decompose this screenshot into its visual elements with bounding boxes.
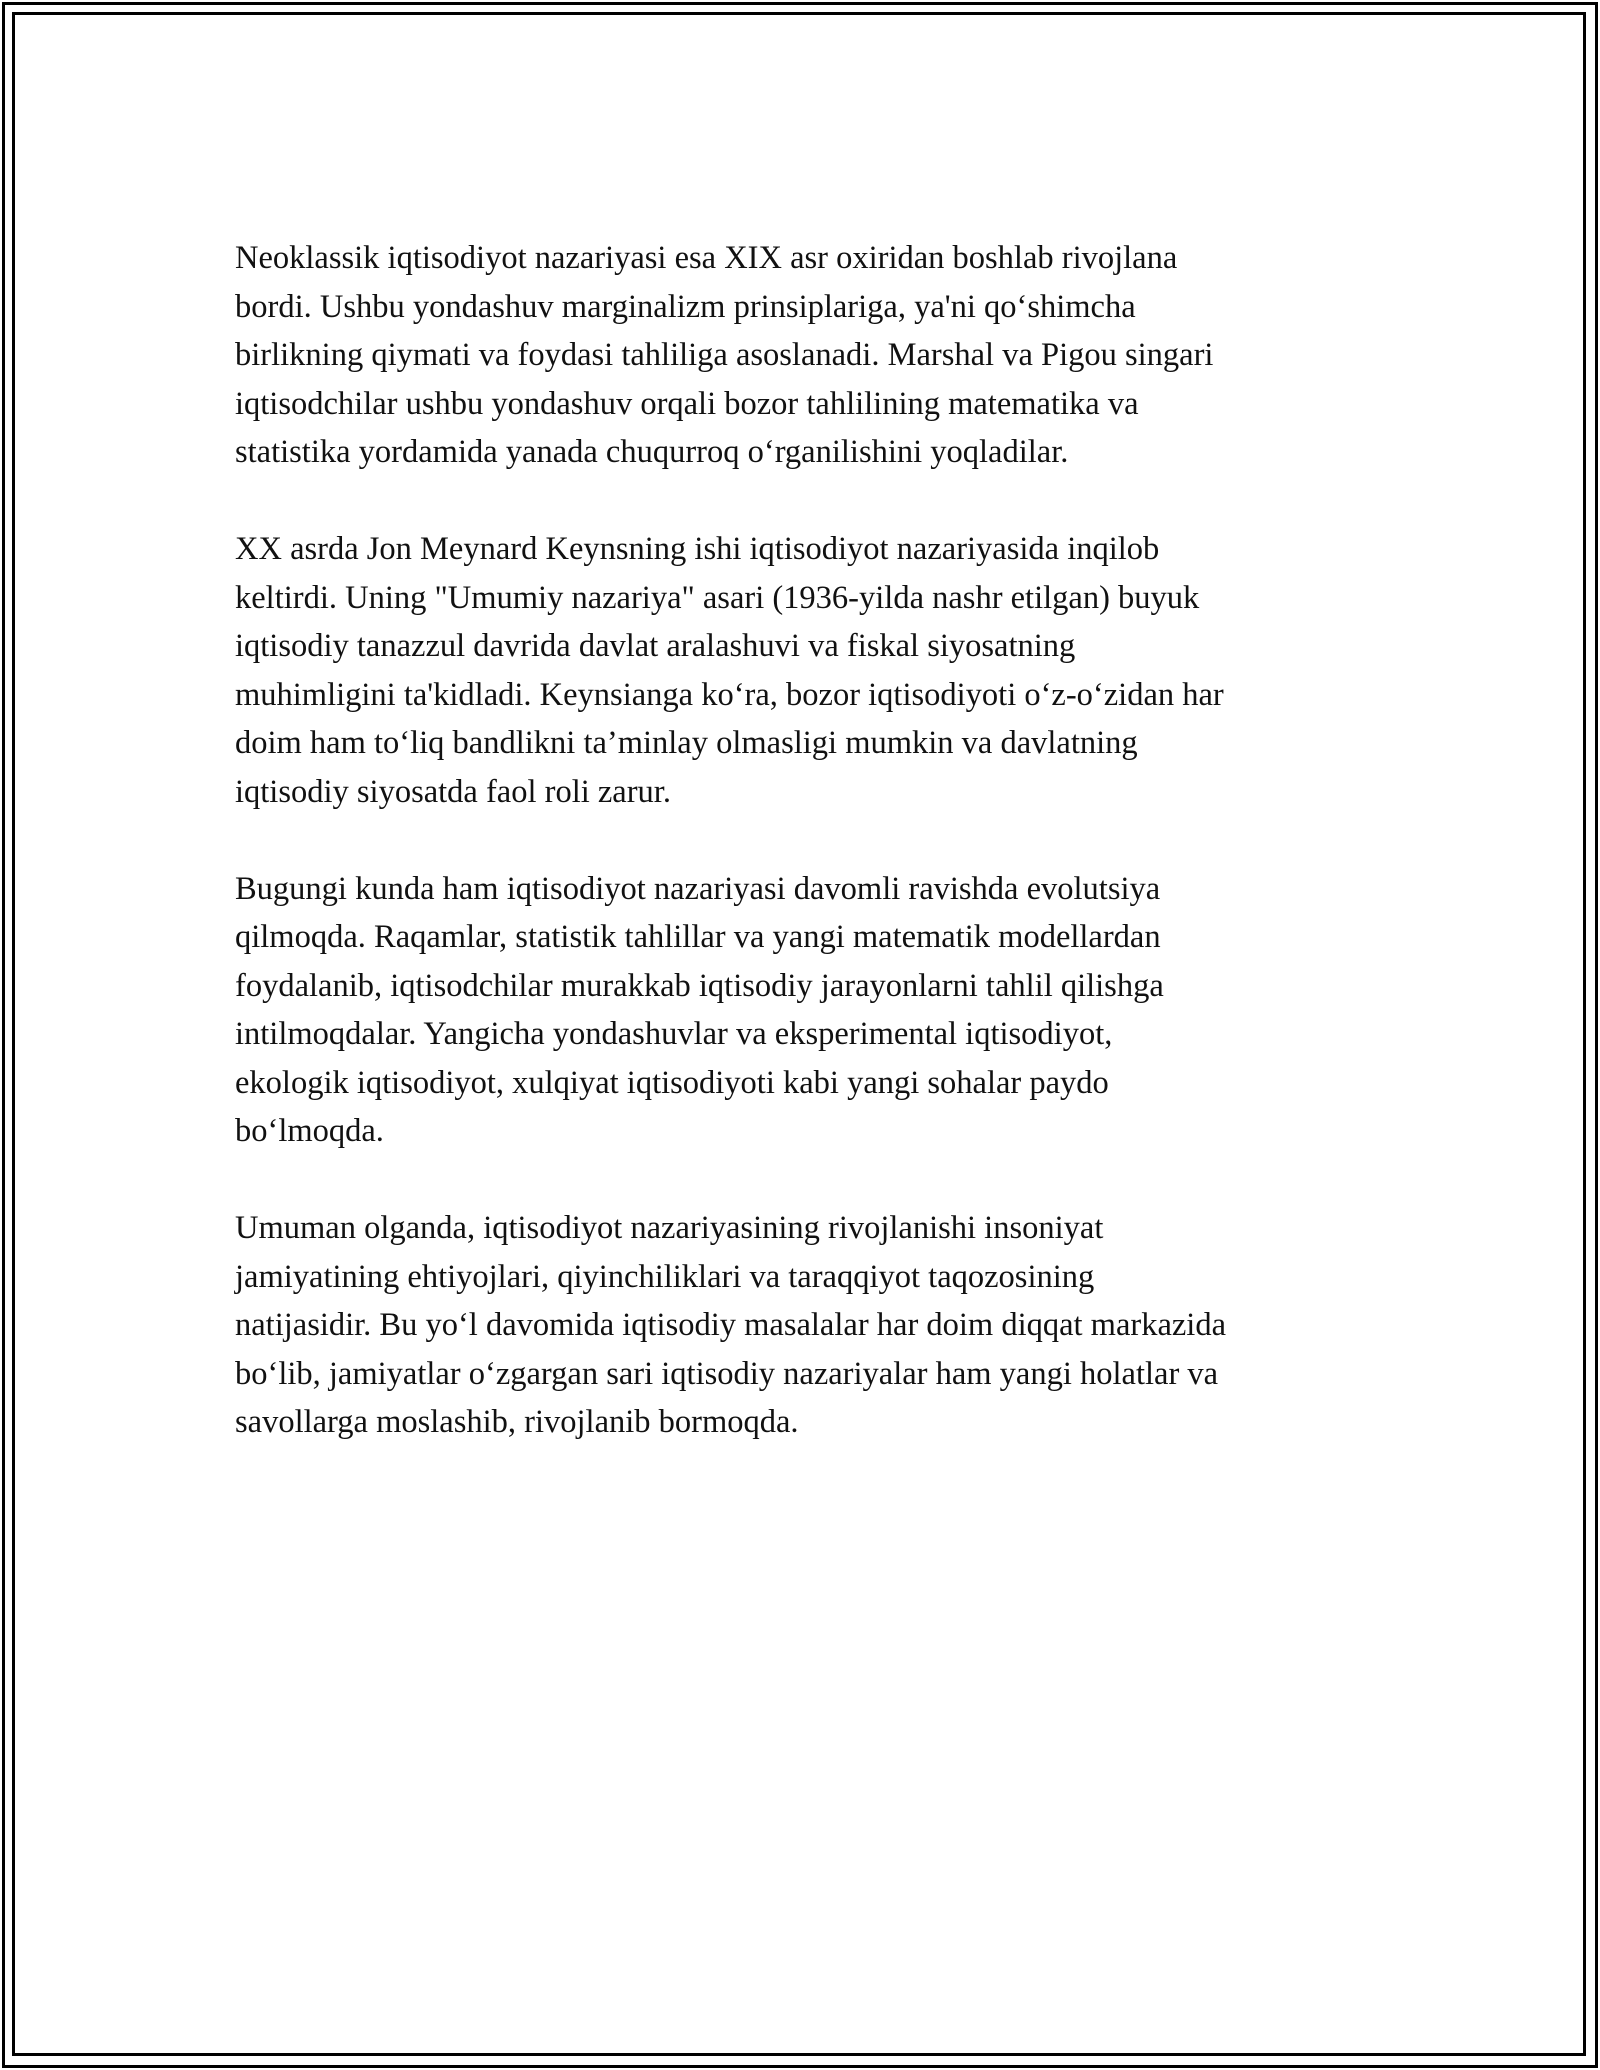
paragraph-modern-economics: Bugungi kunda ham iqtisodiyot nazariyasi davomli ravishda evolutsiya qilmoqda. Raqamlar, statistik tahlillar va yangi matematik modellardan foydalanib, iqtisodchilar murakkab iqtisodiy jarayonlarni tahlil qilishga intilmoqdalar. Yangicha yondashuvlar va eksperimental iqtisodiyot, ekologik iqtisodiyot, xulqiyat iqtisodiyoti kabi yangi sohalar paydo bo‘lmoqda.	[235, 870, 1164, 1149]
paragraph-conclusion: Umuman olganda, iqtisodiyot nazariyasining rivojlanishi insoniyat jamiyatining ehtiyojlari, qiyinchiliklari va taraqqiyot taqozosining natijasidir. Bu yo‘l davomida iqtisodiy masalalar har doim diqqat markazida bo‘lib, jamiyatlar o‘zgargan sari iqtisodiy nazariyalar ham yangi holatlar va savollarga moslashib, rivojlanib bormoqda.	[235, 1210, 1227, 1440]
document-body	[235, 234, 1365, 1495]
paragraph-neoclassical: Neoklassik iqtisodiyot nazariyasi esa XIX asr oxiridan boshlab rivojlana bordi. Ushbu yondashuv marginalizm prinsiplariga, ya'ni qo‘shimcha birlikning qiymati va foydasi tahliliga asoslanadi. Marshal va Pigou singari iqtisodchilar ushbu yondashuv orqali bozor tahlilining matematika va statistika yordamida yanada chuqurroq o‘rganilishini yoqladilar.	[235, 240, 1214, 470]
paragraph-keynes: XX asrda Jon Meynard Keynsning ishi iqtisodiyot nazariyasida inqilob keltirdi. Uning "Umumiy nazariya" asari (1936-yilda nashr etilgan) buyuk iqtisodiy tanazzul davrida davlat aralashuvi va fiskal siyosatning muhimligini ta'kidladi. Keynsianga ko‘ra, bozor iqtisodiyoti o‘z-o‘zidan har doim ham to‘liq bandlikni ta’minlay olmasligi mumkin va davlatning iqtisodiy siyosatda faol roli zarur.	[235, 531, 1224, 810]
